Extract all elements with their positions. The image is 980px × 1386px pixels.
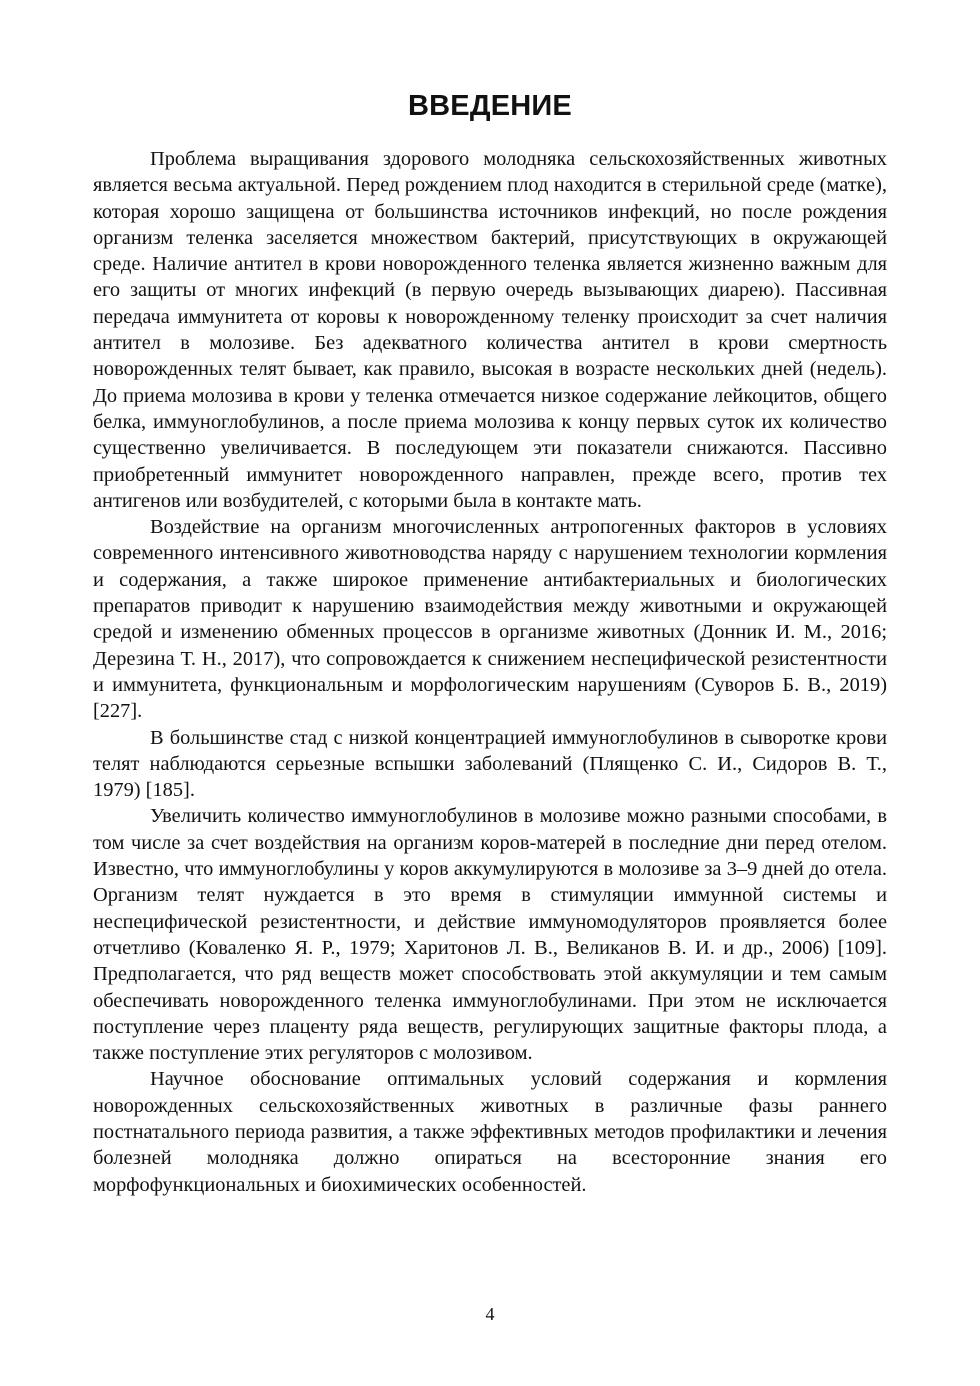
page-number: 4 [485,1304,495,1324]
paragraph: Увеличить количество иммуноглобулинов в молозиве можно разными способами, в том числе за счет воздействия на организм коров-матерей в последние дни перед отелом. Известно, что иммуноглобулины у коров аккумулируются в молозиве за 3–9 дней до отела. Организм телят нуждается в это время в стимуляции иммунной системы и неспецифической резистентности, и действие иммуномодуляторов проявляется более отчетливо (Коваленко Я. Р., 1979; Харитонов Л. В., Великанов В. И. и др., 2006) [109]. Предполагается, что ряд веществ может способствовать этой аккумуляции и тем самым обеспечивать новорожденного теленка иммуноглобулинами. При этом не исключается поступление через плаценту ряда веществ, регулирующих защитные факторы плода, а также поступление этих регуляторов с молозивом. [93,805,887,1065]
paragraph: В большинстве стад с низкой концентрацией иммуноглобулинов в сыворотке крови телят наблюдаются серьезные вспышки заболеваний (Плященко С. И., Сидоров В. Т., 1979) [185]. [93,726,887,802]
body-text [93,146,887,1198]
page-title: ВВЕДЕНИЕ [408,90,572,122]
paragraph: Воздействие на организм многочисленных антропогенных факторов в условиях современного интенсивного животноводства наряду с нарушением технологии кормления и содержания, а также широкое применение антибактериальных и биологических препаратов приводит к нарушению взаимодействия между животными и окружающей средой и изменению обменных процессов в организме животных (Донник И. М., 2016; Дерезина Т. Н., 2017), что сопровождается к снижением неспецифической резистентности и иммунитета, функциональным и морфологическим нарушениям (Суворов Б. В., 2019) [227]. [93,516,887,723]
paragraph: Научное обоснование оптимальных условий содержания и кормления новорожденных сельскохозяйственных животных в различные фазы раннего постнатального периода развития, а также эффективных методов профилактики и лечения болезней молодняка должно опираться на всесторонние знания его морфофункциональных и биохимических особенностей. [93,1068,887,1196]
paragraph: Проблема выращивания здорового молодняка сельскохозяйственных животных является весьма актуальной. Перед рождением плод находится в стерильной среде (матке), которая хорошо защищена от большинства источников инфекций, но после рождения организм теленка заселяется множеством бактерий, присутствующих в окружающей среде. Наличие антител в крови новорожденного теленка является жизненно важным для его защиты от многих инфекций (в первую очередь вызывающих диарею). Пассивная передача иммунитета от коровы к новорожденному теленку происходит за счет наличия антител в молозиве. Без адекватного количества антител в крови смертность новорожденных телят бывает, как правило, высокая в возрасте нескольких дней (недель). До приема молозива в крови у теленка отмечается низкое содержание лейкоцитов, общего белка, иммуноглобулинов, а после приема молозива к концу первых суток их количество существенно увеличивается. В последующем эти показатели снижаются. Пассивно приобретенный иммунитет новорожденного направлен, прежде всего, против тех антигенов или возбудителей, с которыми была в контакте мать. [93,148,887,512]
